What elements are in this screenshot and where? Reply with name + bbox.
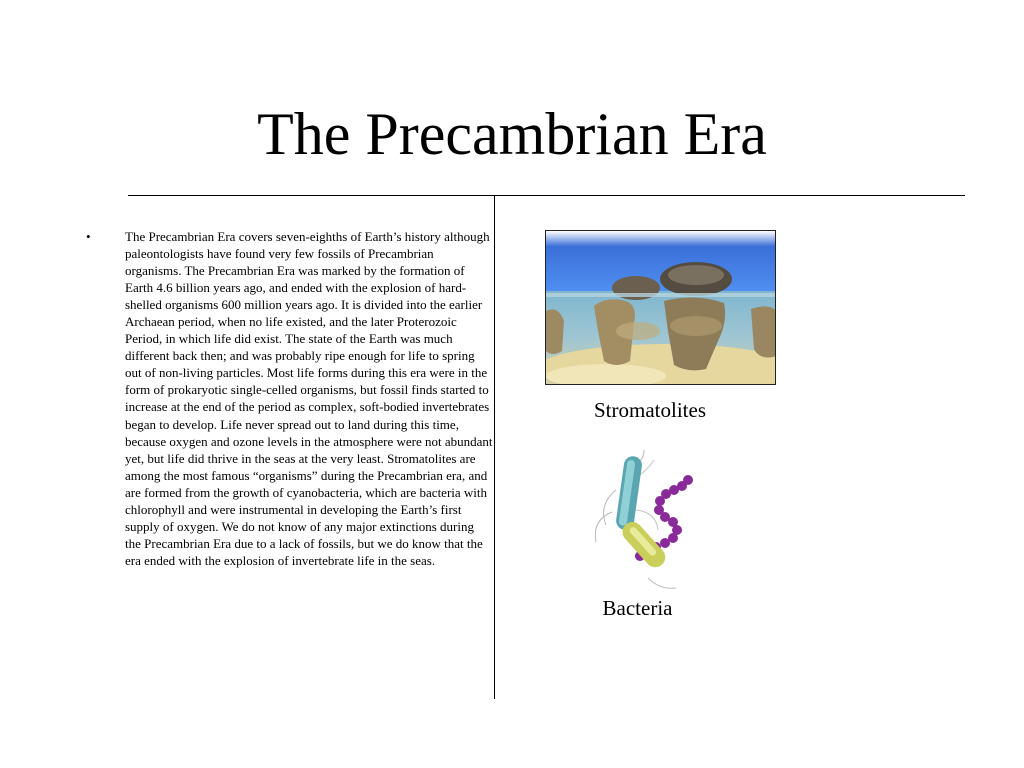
- stromatolites-caption: Stromatolites: [594, 398, 706, 422]
- bullet-marker: •: [86, 229, 91, 244]
- column-divider: [494, 196, 495, 699]
- slide-title: The Precambrian Era: [257, 101, 767, 167]
- title-divider: [128, 195, 965, 196]
- bacteria-caption: Bacteria: [602, 596, 673, 620]
- stromatolites-image: [545, 230, 776, 385]
- bacteria-image: [588, 450, 700, 595]
- body-paragraph: The Precambrian Era covers seven-eighths of Earth’s history although paleontologists have found very few fossils of Precambrian organisms. The Precambrian Era was marked by the formation of Earth 4.6 billion years ago, and ended with the explosion of hard-shelled organisms 600 million years ago. It is divided into the earlier Archaean period, when no life existed, and the later Proterozoic Period, in which life did exist. The state of the Earth was much different back then; and was probably ripe enough for life to spring out of non-living particles. Most life forms during this era were in the form of prokaryotic single-celled organisms, but fossil finds started to increase at the end of the period as complex, soft-bodied invertebrates began to develop. Life never spread out to land during this time, because oxygen and ozone levels in the atmosphere were not abundant yet, but life did thrive in the seas at the very least. Stromatolites are among the most famous “organisms” during the Precambrian era, and are formed from the growth of cyanobacteria, which are bacteria with chlorophyll and were instrumental in developing the Earth’s first supply of oxygen. We do not know of any major extinctions during the Precambrian Era due to a lack of fossils, but we do know that the era ended with the explosion of invertebrate life in the seas.: [125, 229, 493, 568]
